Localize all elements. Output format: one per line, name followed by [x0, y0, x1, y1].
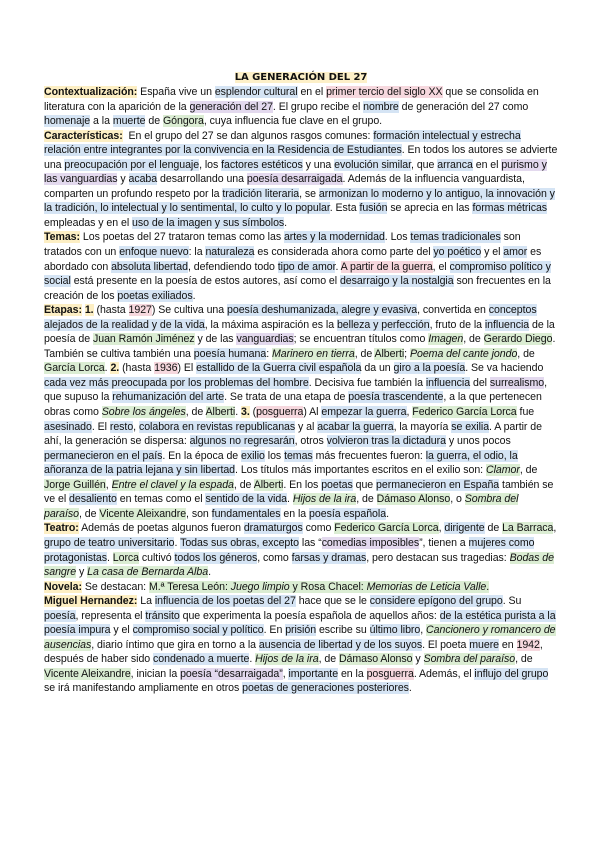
section-label: Características: [44, 129, 123, 142]
section-label: Novela: [44, 580, 82, 593]
paragraph-caracteristicas: Características: En el grupo del 27 se dan algunos rasgos comunes: formación intelectual y estrecha relación entre integrantes por la convivencia en la Residencia de Estudiantes. En todos los autores se advierte una preocupación por el lenguaje, los factores estéticos y una evolución similar, que arranca en el purismo y las vanguardias y acaba desarrollando una poesía desarraigada. Además de la influencia vanguardista, comparten un profundo respeto por la tradición literaria, se armonizan lo moderno y lo antiguo, la innovación y la tradición, lo intelectual y lo sentimental, lo culto y lo popular. Esta fusión se aprecia en las formas métricas empleadas y en el uso de la imagen y sus símbolos. [44, 129, 558, 229]
section-label: Contextualización: [44, 86, 138, 98]
paragraph-teatro: Teatro: Además de poetas algunos fueron dramaturgos como Federico García Lorca, dirigente de La Barraca, grupo de teatro universitario. Todas sus obras, excepto las “comedias imposibles”, tienen a mujeres como protagonistas. Lorca cultivó todos los géneros, como farsas y dramas, pero destacan sus tragedias: Bodas de sangre y La casa de Bernarda Alba. [44, 522, 557, 579]
section-label: Etapas: [44, 304, 82, 317]
section-label: Temas: [44, 231, 81, 244]
paragraph-etapas: Etapas: 1. (hasta 1927) Se cultiva una poesía deshumanizada, alegre y evasiva, convertida en conceptos alejados de la realidad y de la vida, la máxima aspiración es la belleza y perfección, fruto de la influencia de la poesía de Juan Ramón Jiménez y de las vanguardias; se encuentran títulos como Imagen, de Gerardo Diego. También se cultiva también una poesía humana: Marinero en tierra, de Alberti; Poema del cante jondo, de García Lorca. 2. (hasta 1936) El estallido de la Guerra civil española da un giro a la poesía. Se va haciendo cada vez más preocupada por los problemas del hombre. Decisiva fue también la influencia del surrealismo, que supuso la rehumanización del arte. Se trata de una etapa de poesía trascendente, a la que pertenecen obras como Sobre los ángeles, de Alberti. 3. (posguerra) Al empezar la guerra, Federico García Lorca fue asesinado. El resto, colabora en revistas republicanas y al acabar la guerra, la mayoría se exilia. A partir de ahí, la generación se dispersa: algunos no regresarán, otros volvieron tras la dictadura y unos pocos permanecieron en el país. En la época de exilio los temas más frecuentes fueron: la guerra, el odio, la añoranza de la patria lejana y sin libertad. Los títulos más importantes escritos en el exilio son: Clamor, de Jorge Guillén, Entre el clavel y la espada, de Alberti. En los poetas que permanecieron en España también se ve el desaliento en temas como el sentido de la vida. Hijos de la ira, de Dámaso Alonso, o Sombra del paraíso, de Vicente Aleixandre, son fundamentales en la poesía española. [44, 304, 556, 520]
document-page [44, 71, 558, 696]
section-label: Miguel Hernandez: [44, 595, 138, 608]
paragraph-contextualizacion: Contextualización: España vive un esplendor cultural en el primer tercio del siglo XX que se consolida en literatura con la aparición de la generación del 27. El grupo recibe el nombre de generación del 27 como homenaje a la muerte de Góngora, cuya influencia fue clave en el grupo. [44, 86, 539, 128]
paragraph-miguel-hernandez: Miguel Hernandez: La influencia de los poetas del 27 hace que se le considere epígono del grupo. Su poesía, representa el tránsito que experimenta la poesía española de aquellos años: de la estética purista a la poesía impura y el compromiso social y político. En prisión escribe su último libro, Cancionero y romancero de ausencias, diario íntimo que gira en torno a la ausencia de libertad y de los suyos. El poeta muere en 1942, después de haber sido condenado a muerte. Hijos de la ira, de Dámaso Alonso y Sombra del paraíso, de Vicente Aleixandre, inician la poesía “desarraigada”, importante en la posguerra. Además, el influjo del grupo se irá manifestando ampliamente en otros poetas de generaciones posteriores. [44, 595, 556, 695]
paragraph-novela: Novela: Se destacan: M.ª Teresa León: Juego limpio y Rosa Chacel: Memorias de Leticia Valle. [44, 580, 490, 593]
section-label: Teatro: [44, 522, 79, 535]
document-title: LA GENERACIÓN DEL 27 [234, 72, 368, 83]
paragraph-temas: Temas: Los poetas del 27 trataron temas como las artes y la modernidad. Los temas tradicionales son tratados con un enfoque nuevo: la naturaleza es considerada ahora como parte del yo poético y el amor es abordado con absoluta libertad, defendiendo todo tipo de amor. A partir de la guerra, el compromiso político y social está presente en la poesía de estos autores, así como el desarraigo y la nostalgia son frecuentes en la creación de los poetas exiliados. [44, 231, 551, 302]
